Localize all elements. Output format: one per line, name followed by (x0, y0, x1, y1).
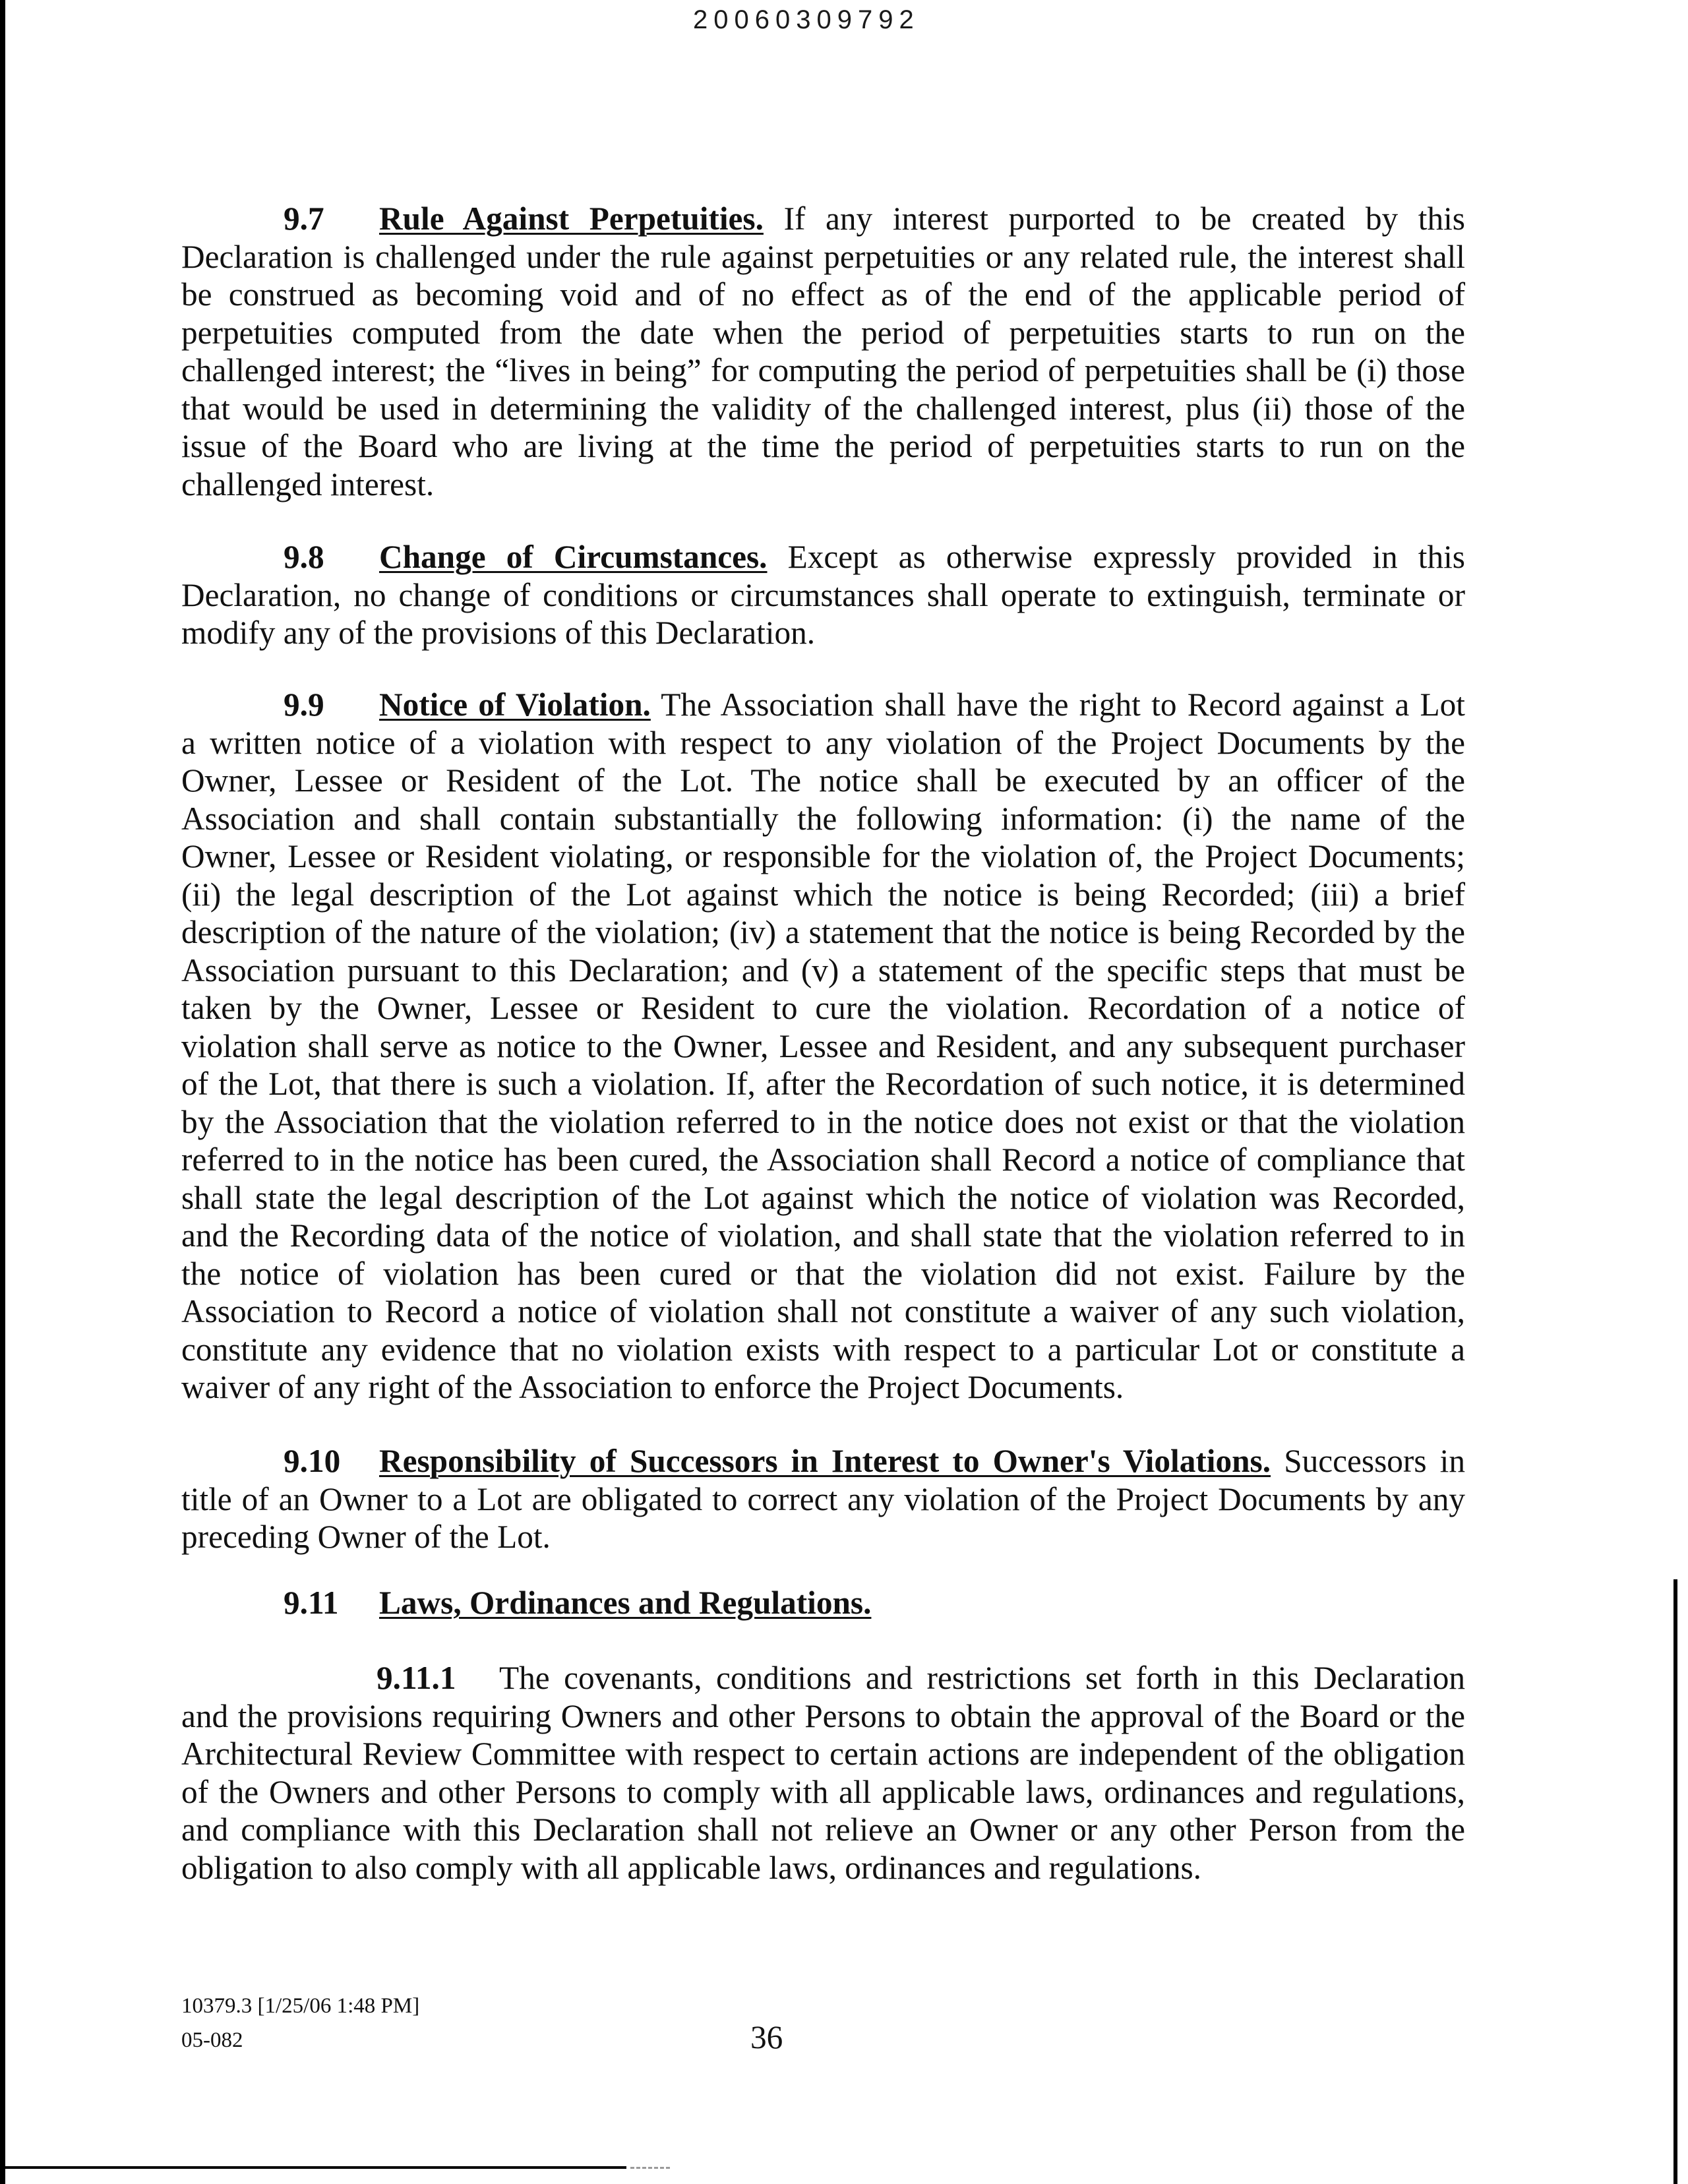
footer-file-number: 05-082 (181, 2028, 243, 2052)
section-line: shall state the legal description of the Lot against which the notice of violation was Recorded, (181, 1179, 1465, 1216)
document-number: 20060309792 (693, 5, 920, 34)
section-line: violation shall serve as notice to the Owner, Lessee and Resident, and any subsequent purchaser (181, 1027, 1465, 1064)
section-line: a written notice of a violation with respect to any violation of the Project Documents by the (181, 724, 1465, 761)
section-line: referred to in the notice has been cured, the Association shall Record a notice of compliance that (181, 1141, 1465, 1178)
section-line: Association and shall contain substantially the following information: (i) the name of the (181, 800, 1465, 837)
section-heading: Laws, Ordinances and Regulations. (379, 1585, 872, 1621)
section-line: Architectural Review Committee with respect to certain actions are independent of the obligation (181, 1736, 1465, 1772)
section-line: description of the nature of the violation; (iv) a statement that the notice is being Recorded by the (181, 914, 1465, 950)
bottom-scan-rule (0, 2166, 626, 2169)
section-heading: Change of Circumstances. (379, 539, 768, 575)
bottom-scan-rule-faint (630, 2167, 670, 2169)
section-lead-text: If any interest purported to be created by this (783, 200, 1465, 237)
section-line: perpetuities computed from the date when the period of perpetuities starts to run on the (181, 314, 1465, 351)
section-line: Association to Record a notice of violation shall not constitute a waiver of any such violation, (181, 1293, 1465, 1329)
section-line: Declaration is challenged under the rule against perpetuities or any related rule, the interest shall (181, 238, 1465, 275)
section-line: Owner, Lessee or Resident of the Lot. The notice shall be executed by an officer of the (181, 762, 1465, 799)
section-heading: Responsibility of Successors in Interest to Owner's Violations. (379, 1443, 1271, 1479)
section-9-10 (181, 1442, 1465, 1556)
section-lead-text: Successors in (1284, 1443, 1465, 1479)
section-number: 9.9 (284, 686, 324, 723)
section-line: challenged interest. (181, 466, 435, 502)
section-first-line (181, 538, 1465, 576)
section-line: and the Recording data of the notice of violation, and shall state that the violation referred to in (181, 1217, 1465, 1254)
section-line: the notice of violation has been cured or that the violation did not exist. Failure by the (181, 1255, 1465, 1292)
section-line: and the provisions requiring Owners and other Persons to obtain the approval of the Board or the (181, 1697, 1465, 1734)
section-line: obligation to also comply with all applicable laws, ordinances and regulations. (181, 1849, 1202, 1886)
footer-doc-id: 10379.3 [1/25/06 1:48 PM] (181, 1994, 420, 2018)
section-lead-text: Except as otherwise expressly provided in this (787, 539, 1465, 575)
page-number: 36 (750, 2019, 783, 2055)
section-line: Association pursuant to this Declaration; and (v) a statement of the specific steps that must be (181, 952, 1465, 988)
section-lead-text: The Association shall have the right to Record against a Lot (661, 686, 1465, 723)
section-line: challenged interest; the “lives in being” for computing the period of perpetuities shall be (i) those (181, 352, 1465, 388)
section-line: taken by the Owner, Lessee or Resident to cure the violation. Recordation of a notice of (181, 990, 1465, 1026)
section-number: 9.11.1 (377, 1660, 456, 1696)
section-line: by the Association that the violation referred to in the notice does not exist or that the violation (181, 1103, 1465, 1140)
section-first-line (181, 200, 1465, 238)
section-line: of the Lot, that there is such a violation. If, after the Recordation of such notice, it is determined (181, 1066, 1465, 1102)
section-line: of the Owners and other Persons to comply with all applicable laws, ordinances and regulations, (181, 1773, 1465, 1810)
section-9-8 (181, 538, 1465, 652)
section-first-line (181, 1584, 1465, 1622)
section-9-11-1 (181, 1659, 1465, 1887)
section-number: 9.11 (284, 1585, 339, 1621)
section-first-line (181, 686, 1465, 724)
section-line: that would be used in determining the validity of the challenged interest, plus (ii) those of the (181, 390, 1465, 427)
section-line: waiver of any right of the Association to enforce the Project Documents. (181, 1369, 1124, 1405)
section-line: and compliance with this Declaration shall not relieve an Owner or any other Person from the (181, 1811, 1465, 1848)
section-heading: Notice of Violation. (379, 686, 651, 723)
section-heading: Rule Against Perpetuities. (379, 200, 764, 237)
right-scan-border (1673, 1579, 1677, 2184)
section-number: 9.10 (284, 1443, 341, 1479)
section-line: issue of the Board who are living at the time the period of perpetuities starts to run on the (181, 428, 1465, 464)
section-line: (ii) the legal description of the Lot against which the notice is being Recorded; (iii) a brief (181, 876, 1465, 913)
section-number: 9.8 (284, 539, 324, 575)
section-line: Declaration, no change of conditions or circumstances shall operate to extinguish, terminate or (181, 576, 1465, 613)
section-line: be construed as becoming void and of no effect as of the end of the applicable period of (181, 276, 1465, 313)
section-lead-text: The covenants, conditions and restrictions set forth in this Declaration (499, 1660, 1465, 1696)
section-line: title of an Owner to a Lot are obligated to correct any violation of the Project Documents by any (181, 1480, 1465, 1517)
section-line: modify any of the provisions of this Declaration. (181, 615, 816, 651)
left-scan-border (0, 0, 5, 2184)
section-line: Owner, Lessee or Resident violating, or responsible for the violation of, the Project Documents; (181, 838, 1465, 874)
section-9-11 (181, 1584, 1465, 1622)
section-9-9 (181, 686, 1465, 1407)
section-number: 9.7 (284, 200, 324, 237)
section-line: constitute any evidence that no violation exists with respect to a particular Lot or constitute a (181, 1331, 1465, 1368)
section-9-7 (181, 200, 1465, 503)
section-first-line (181, 1659, 1465, 1697)
section-first-line (181, 1442, 1465, 1480)
section-line: preceding Owner of the Lot. (181, 1519, 551, 1555)
